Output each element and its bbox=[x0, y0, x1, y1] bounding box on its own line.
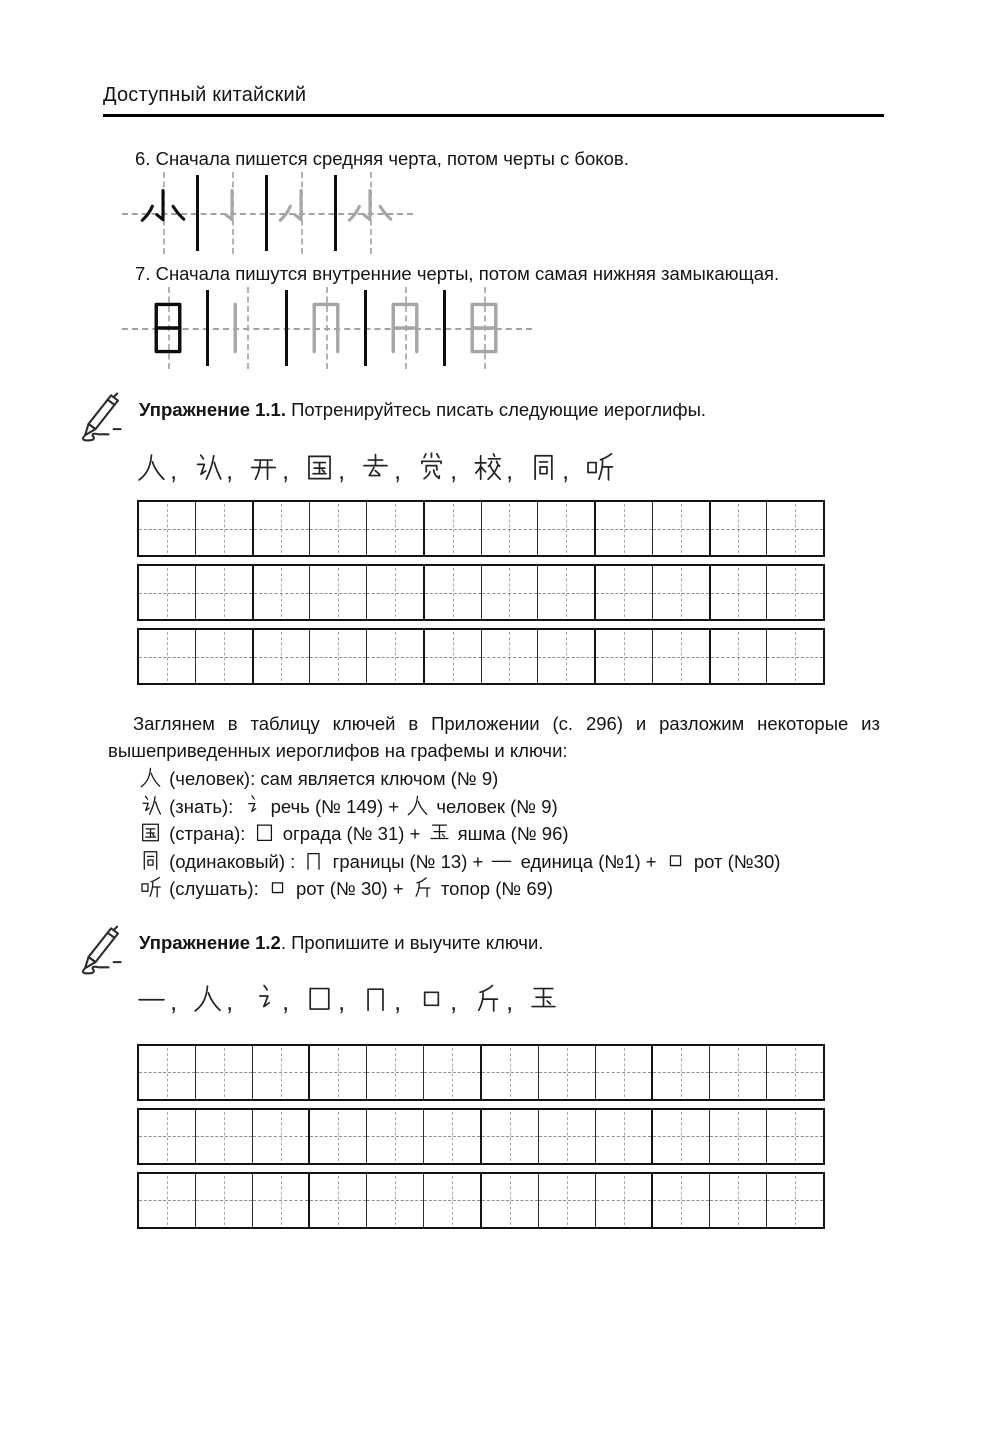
stroke-separator bbox=[206, 290, 209, 366]
practice-cell bbox=[482, 1174, 539, 1227]
stroke-separator bbox=[334, 175, 337, 251]
practice-grid-row bbox=[137, 500, 825, 557]
practice-cell bbox=[653, 630, 711, 683]
cjk-glyph-一 bbox=[136, 983, 167, 1014]
practice-cell bbox=[196, 1046, 253, 1099]
practice-cell bbox=[653, 502, 711, 555]
practice-cell bbox=[482, 1046, 539, 1099]
practice-cell bbox=[310, 502, 367, 555]
practice-cell bbox=[596, 502, 653, 555]
practice-cell bbox=[653, 566, 711, 619]
practice-cell bbox=[538, 566, 596, 619]
exercise-description: . Пропишите и выучите ключи. bbox=[280, 931, 544, 953]
practice-cell bbox=[482, 630, 539, 683]
practice-cell bbox=[538, 630, 596, 683]
practice-cell bbox=[767, 1046, 823, 1099]
practice-cell bbox=[254, 566, 311, 619]
practice-grid-row bbox=[137, 628, 825, 685]
practice-cell bbox=[596, 1046, 654, 1099]
cjk-comma: , bbox=[338, 455, 346, 485]
stroke-order-diagram-ri bbox=[130, 292, 522, 364]
page-header-title: Доступный китайский bbox=[103, 84, 307, 106]
stroke-rule-6 bbox=[135, 147, 884, 170]
stroke-step-cell bbox=[288, 292, 364, 364]
practice-cell bbox=[196, 630, 254, 683]
stroke-order-diagram-xiao bbox=[130, 177, 403, 249]
cjk-glyph-国 bbox=[139, 821, 162, 844]
practice-cell bbox=[139, 502, 196, 555]
practice-cell bbox=[253, 1174, 311, 1227]
exercise-1-2-header bbox=[77, 924, 884, 976]
practice-cell bbox=[196, 566, 254, 619]
stroke-step-cell bbox=[209, 292, 285, 364]
cjk-glyph-国 bbox=[304, 452, 335, 483]
cjk-glyph-觉 bbox=[416, 452, 447, 483]
exercise-1-2-characters bbox=[135, 982, 884, 1020]
practice-cell bbox=[425, 630, 482, 683]
practice-grid-row bbox=[137, 1108, 825, 1165]
stroke-step-cell bbox=[367, 292, 443, 364]
practice-cell bbox=[482, 1110, 539, 1163]
practice-cell bbox=[482, 502, 539, 555]
cjk-glyph-囗 bbox=[253, 821, 276, 844]
stroke-step-cell bbox=[337, 177, 403, 249]
practice-cell bbox=[596, 1174, 654, 1227]
practice-cell bbox=[310, 1046, 367, 1099]
stroke-separator bbox=[196, 175, 199, 251]
exercise-number: Упражнение 1.2 bbox=[139, 931, 281, 953]
cjk-glyph-小.2 bbox=[273, 185, 329, 241]
practice-cell bbox=[139, 566, 196, 619]
cjk-glyph-认 bbox=[139, 794, 162, 817]
cjk-glyph-玉 bbox=[428, 821, 451, 844]
exercise-1-1-characters bbox=[135, 451, 884, 489]
practice-grid-row bbox=[137, 564, 825, 621]
practice-cell bbox=[367, 1174, 424, 1227]
practice-cell bbox=[596, 566, 653, 619]
cjk-comma: , bbox=[170, 455, 178, 485]
cjk-glyph-日.2 bbox=[295, 297, 357, 359]
cjk-glyph-讠 bbox=[248, 983, 279, 1014]
cjk-glyph-开 bbox=[248, 452, 279, 483]
cjk-glyph-日 bbox=[453, 297, 515, 359]
cjk-glyph-听 bbox=[139, 876, 162, 899]
cjk-glyph-同 bbox=[528, 452, 559, 483]
cjk-glyph-人 bbox=[136, 452, 167, 483]
practice-cell bbox=[767, 630, 823, 683]
practice-cell bbox=[424, 1174, 482, 1227]
cjk-glyph-人 bbox=[406, 794, 429, 817]
cjk-glyph-囗 bbox=[304, 983, 335, 1014]
practice-cell bbox=[539, 1046, 596, 1099]
cjk-glyph-斤 bbox=[472, 983, 503, 1014]
decomposition-item: (одинаковый) : границы (№ 13) + единица (№1) + рот (№30) bbox=[137, 848, 884, 876]
cjk-glyph-人 bbox=[192, 983, 223, 1014]
practice-cell bbox=[367, 502, 425, 555]
stroke-step-cell bbox=[130, 292, 206, 364]
practice-cell bbox=[139, 1110, 196, 1163]
cjk-comma: , bbox=[506, 985, 514, 1016]
cjk-glyph-口 bbox=[416, 983, 447, 1014]
practice-cell bbox=[254, 502, 311, 555]
cjk-glyph-冂 bbox=[360, 983, 391, 1014]
practice-cell bbox=[139, 1174, 196, 1227]
cjk-glyph-小 bbox=[135, 185, 191, 241]
cjk-glyph-校 bbox=[472, 452, 503, 483]
practice-cell bbox=[596, 1110, 654, 1163]
practice-cell bbox=[539, 1174, 596, 1227]
practice-cell bbox=[254, 630, 311, 683]
practice-cell bbox=[367, 630, 425, 683]
exercise-1-1-header bbox=[77, 391, 884, 443]
decomposition-item: (знать): речь (№ 149) + человек (№ 9) bbox=[137, 793, 884, 821]
cjk-glyph-日.1 bbox=[216, 297, 278, 359]
stroke-rule-7 bbox=[135, 262, 884, 285]
practice-cell bbox=[653, 1110, 710, 1163]
cjk-glyph-小 bbox=[342, 185, 398, 241]
practice-cell bbox=[539, 1110, 596, 1163]
stroke-separator bbox=[265, 175, 268, 251]
practice-cell bbox=[310, 1110, 367, 1163]
cjk-glyph-人 bbox=[139, 766, 162, 789]
rule-number: 7. bbox=[135, 263, 151, 284]
practice-cell bbox=[711, 566, 768, 619]
exercise-number: Упражнение 1.1. bbox=[139, 399, 286, 420]
practice-grid-1 bbox=[137, 500, 825, 685]
practice-cell bbox=[538, 502, 596, 555]
practice-grid-row bbox=[137, 1172, 825, 1229]
practice-cell bbox=[482, 566, 539, 619]
practice-cell bbox=[710, 1046, 767, 1099]
cjk-glyph-冂 bbox=[302, 849, 325, 872]
pen-icon bbox=[77, 924, 133, 976]
rule-number: 6. bbox=[135, 148, 151, 169]
cjk-glyph-听 bbox=[584, 452, 615, 483]
practice-cell bbox=[139, 1046, 196, 1099]
practice-cell bbox=[653, 1174, 710, 1227]
practice-cell bbox=[425, 502, 482, 555]
practice-cell bbox=[710, 1174, 767, 1227]
practice-cell bbox=[425, 566, 482, 619]
cjk-comma: , bbox=[226, 455, 234, 485]
practice-cell bbox=[767, 1174, 823, 1227]
practice-cell bbox=[767, 1110, 823, 1163]
practice-cell bbox=[253, 1110, 311, 1163]
practice-cell bbox=[196, 1110, 253, 1163]
practice-cell bbox=[711, 630, 768, 683]
practice-cell bbox=[596, 630, 653, 683]
exercise-1-1-title bbox=[139, 398, 706, 422]
decomposition-item: (страна): ограда (№ 31) + яшма (№ 96) bbox=[137, 820, 884, 848]
cjk-comma: , bbox=[226, 985, 234, 1016]
cjk-glyph-去 bbox=[360, 452, 391, 483]
practice-cell bbox=[310, 630, 367, 683]
pen-icon bbox=[77, 391, 133, 443]
cjk-glyph-认 bbox=[192, 452, 223, 483]
practice-cell bbox=[139, 630, 196, 683]
rule-text: Сначала пишется средняя черта, потом черты с боков. bbox=[155, 148, 629, 169]
practice-cell bbox=[196, 502, 254, 555]
cjk-glyph-讠 bbox=[240, 794, 263, 817]
stroke-separator bbox=[364, 290, 367, 366]
decomposition-list bbox=[137, 765, 884, 903]
practice-cell bbox=[196, 1174, 253, 1227]
decomposition-item: (слушать): рот (№ 30) + топор (№ 69) bbox=[137, 875, 884, 903]
stroke-separator bbox=[285, 290, 288, 366]
cjk-glyph-斤 bbox=[411, 876, 434, 899]
rule-text: Сначала пишутся внутренние черты, потом самая нижняя замыкающая. bbox=[155, 263, 780, 284]
stroke-separator bbox=[443, 290, 446, 366]
practice-cell bbox=[424, 1110, 482, 1163]
practice-cell bbox=[767, 566, 823, 619]
exercise-description: Потренируйтесь писать следующие иероглифы. bbox=[285, 399, 707, 420]
practice-cell bbox=[424, 1046, 482, 1099]
practice-grid-2 bbox=[137, 1044, 825, 1229]
cjk-comma: , bbox=[394, 985, 402, 1016]
cjk-comma: , bbox=[450, 455, 458, 485]
cjk-glyph-玉 bbox=[528, 983, 559, 1014]
practice-cell bbox=[367, 1110, 424, 1163]
cjk-glyph-小.1 bbox=[204, 185, 260, 241]
cjk-comma: , bbox=[170, 985, 178, 1016]
cjk-comma: , bbox=[506, 455, 514, 485]
practice-cell bbox=[367, 566, 425, 619]
cjk-comma: , bbox=[282, 455, 290, 485]
practice-cell bbox=[711, 502, 768, 555]
practice-cell bbox=[710, 1110, 767, 1163]
practice-cell bbox=[767, 502, 823, 555]
cjk-comma: , bbox=[450, 985, 458, 1016]
cjk-glyph-日.3 bbox=[374, 297, 436, 359]
cjk-glyph-口 bbox=[664, 849, 687, 872]
cjk-comma: , bbox=[394, 455, 402, 485]
cjk-comma: , bbox=[562, 455, 570, 485]
practice-cell bbox=[310, 1174, 367, 1227]
stroke-step-cell bbox=[130, 177, 196, 249]
cjk-glyph-一 bbox=[490, 849, 513, 872]
practice-grid-row bbox=[137, 1044, 825, 1101]
practice-cell bbox=[367, 1046, 424, 1099]
cjk-glyph-口 bbox=[266, 876, 289, 899]
exercise-1-2-title bbox=[139, 931, 543, 955]
decomposition-item: (человек): сам является ключом (№ 9) bbox=[137, 765, 884, 793]
stroke-step-cell bbox=[446, 292, 522, 364]
practice-cell bbox=[253, 1046, 311, 1099]
cjk-comma: , bbox=[338, 985, 346, 1016]
key-table-paragraph: Заглянем в таблицу ключей в Приложении (с. 296) и разложим некоторые из вышеприведенных иероглифов на графемы и ключи: bbox=[108, 713, 880, 761]
practice-cell bbox=[653, 1046, 710, 1099]
stroke-step-cell bbox=[199, 177, 265, 249]
stroke-step-cell bbox=[268, 177, 334, 249]
practice-cell bbox=[310, 566, 367, 619]
header-rule bbox=[103, 114, 884, 117]
cjk-glyph-同 bbox=[139, 849, 162, 872]
cjk-comma: , bbox=[282, 985, 290, 1016]
cjk-glyph-日 bbox=[137, 297, 199, 359]
